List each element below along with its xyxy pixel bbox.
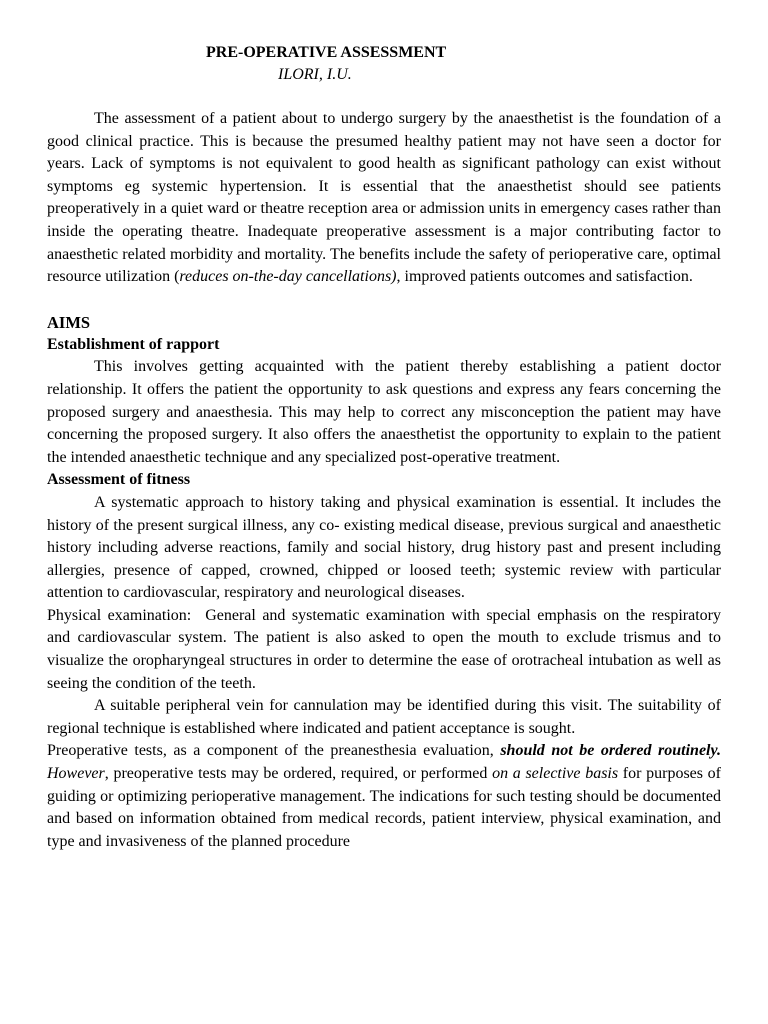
intro-paragraph	[47, 108, 721, 289]
vein-paragraph: A suitable peripheral vein for cannulation may be identified during this visit. The suitability of regional technique is established where indicated and patient acceptance is sought.	[47, 697, 721, 737]
rapport-paragraph: This involves getting acquainted with the patient thereby establishing a patient doctor relationship. It offers the patient the opportunity to ask questions and express any fears concerning the proposed surgery and anaesthesia. This may help to correct any misconception the patient may have concerning the proposed surgery. It also offers the anaesthetist the opportunity to explain to the patient the intended anaesthetic technique and any specialized post-operative treatment.	[47, 358, 721, 466]
physical-exam-text: General and systematic examination with special emphasis on the respiratory and cardiovascular system. The patient is also asked to open the mouth to exclude trismus and to visualize the oropharyngeal structures in order to determine the ease of orotracheal intubation as well as seeing the condition of the teeth.	[47, 606, 722, 692]
document-author: ILORI, I.U.	[278, 66, 352, 83]
tests-text-4: for purposes of guiding or optimizing perioperative management. The indications for such testing should be documented and based on information obtained from medical records, patient interview, physical examination, and type and invasiveness of the planned procedure	[47, 765, 722, 850]
tests-italic-1: However	[47, 765, 105, 783]
tests-italic-2: on a selective basis	[492, 765, 619, 783]
physical-exam-paragraph	[47, 605, 721, 695]
aims-heading: AIMS	[47, 312, 91, 332]
intro-text-1: The assessment of a patient about to undergo surgery by the anaesthetist is the foundation of a good clinical practice. This is because the presumed healthy patient may not have seen a doctor for years. Lack of symptoms is not equivalent to good health as significant pathology can exist without symptoms eg systemic hypertension. It is essential that the anaesthetist should see patients preoperatively in a quiet ward or theatre reception area or admission units in emergency cases rather than inside the operating theatre. Inadequate preoperative assessment is a major contributing factor to anaesthetic related morbidity and mortality. The benefits include the safety of perioperative care, optimal resource utilization (	[47, 110, 721, 286]
tests-text-1: Preoperative tests, as a component of the preanesthesia evaluation,	[47, 742, 501, 760]
fitness-heading: Assessment of fitness	[47, 471, 191, 489]
rapport-heading: Establishment of rapport	[47, 335, 220, 353]
document-title: PRE-OPERATIVE ASSESSMENT	[206, 44, 447, 61]
tests-paragraph	[47, 740, 721, 853]
intro-text-italic: reduces on-the-day cancellations)	[179, 268, 397, 286]
physical-exam-label: Physical examination:	[47, 606, 192, 624]
tests-text-3: , preoperative tests may be ordered, required, or performed	[104, 765, 493, 783]
fitness-paragraph: A systematic approach to history taking and physical examination is essential. It includes the history of the present surgical illness, any co- existing medical disease, previous surgical and anaesthetic history including adverse reactions, family and social history, drug history past and present including allergies, presence of capped, crowned, chipped or loosed teeth; systemic review with particular attention to cardiovascular, respiratory and neurological diseases.	[47, 493, 721, 602]
intro-text-2: , improved patients outcomes and satisfaction.	[396, 268, 693, 286]
tests-bold-italic: should not be ordered routinely.	[500, 742, 722, 760]
